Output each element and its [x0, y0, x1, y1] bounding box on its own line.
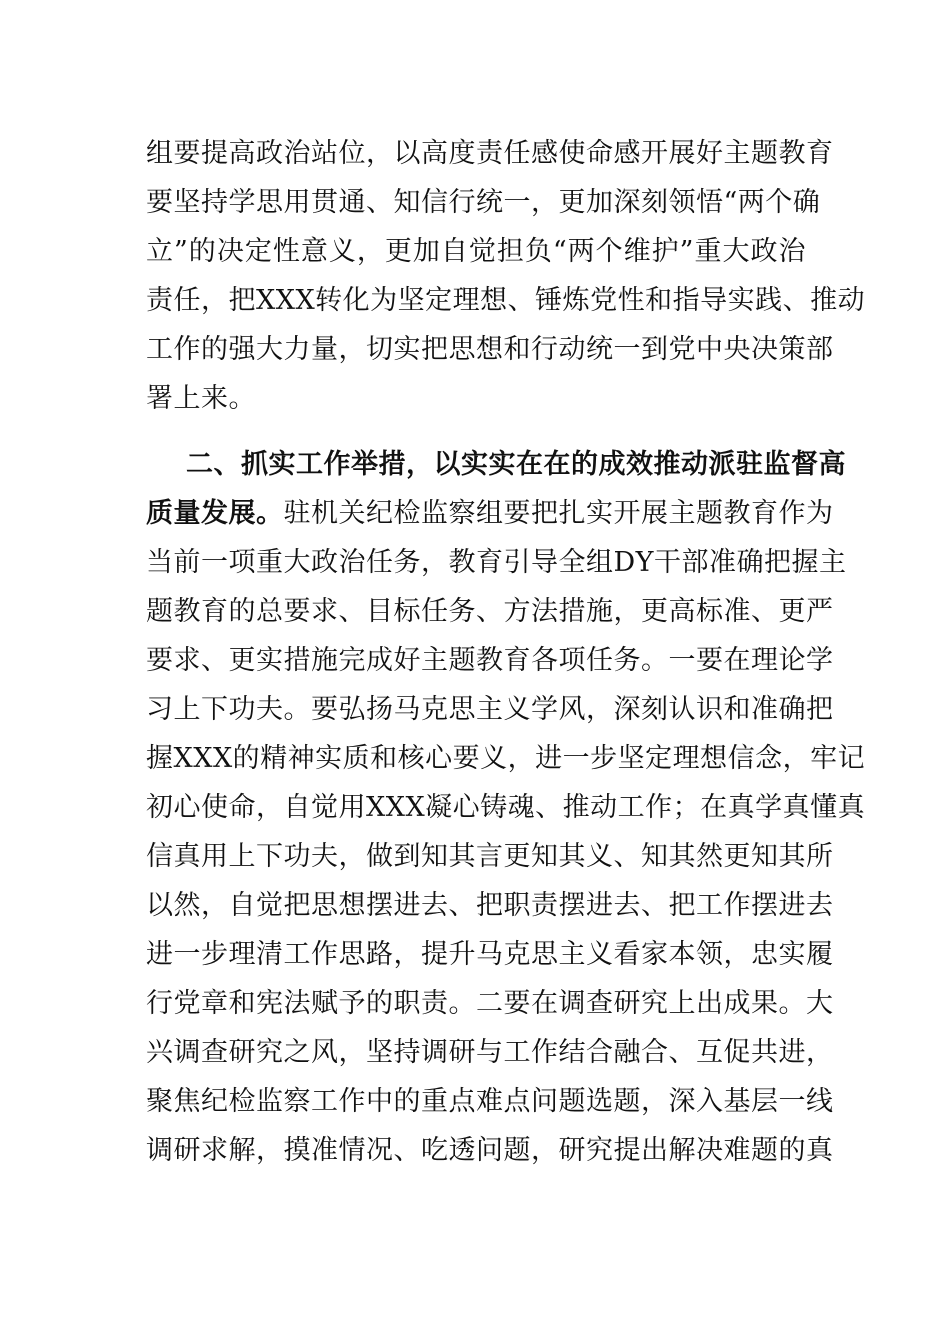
section-2-heading: 二、抓实工作举措，以实实在在的成效推动派驻监督高 — [186, 449, 846, 480]
section-2-body-line: 初心使命，自觉用XXX凝心铸魂、推动工作；在真学真懂真 — [146, 792, 866, 823]
paragraph-1-line-5: 工作的强大力量，切实把思想和行动统一到党中央决策部 — [146, 334, 834, 365]
section-2-body-line: 以然，自觉把思想摆进去、把职责摆进去、把工作摆进去 — [146, 890, 834, 921]
section-2-body-line: 信真用上下功夫，做到知其言更知其义、知其然更知其所 — [146, 841, 834, 872]
section-2-body-line: 聚焦纪检监察工作中的重点难点问题选题，深入基层一线 — [146, 1086, 834, 1117]
section-2-line-2 — [146, 494, 834, 534]
paragraph-1-line-4: 责任，把XXX转化为坚定理想、锤炼党性和指导实践、推动 — [146, 285, 866, 316]
paragraph-1-line-6: 署上来。 — [146, 383, 256, 414]
section-2-body-line: 握XXX的精神实质和核心要义，进一步坚定理想信念，牢记 — [146, 743, 866, 774]
section-2-body-line: 习上下功夫。要弘扬马克思主义学风，深刻认识和准确把 — [146, 694, 834, 725]
section-2-body-line: 兴调查研究之风，坚持调研与工作结合融合、互促共进， — [146, 1037, 834, 1068]
paragraph-1-line-1: 组要提高政治站位，以高度责任感使命感开展好主题教育 — [146, 138, 834, 169]
paragraph-1-line-3: 立”的决定性意义，更加自觉担负“两个维护”重大政治 — [146, 236, 806, 267]
section-2-body-line: 当前一项重大政治任务，教育引导全组DY干部准确把握主 — [146, 547, 847, 578]
section-2-body-line: 题教育的总要求、目标任务、方法措施，更高标准、更严 — [146, 596, 834, 627]
section-2-line-2-text: 驻机关纪检监察组要把扎实开展主题教育作为 — [283, 498, 834, 529]
paragraph-1-line-2: 要坚持学思用贯通、知信行统一，更加深刻领悟“两个确 — [146, 187, 821, 218]
section-2-body-line: 调研求解，摸准情况、吃透问题，研究提出解决难题的真 — [146, 1135, 834, 1166]
section-2-heading-end: 质量发展。 — [146, 498, 284, 529]
section-2-body-line: 要求、更实措施完成好主题教育各项任务。一要在理论学 — [146, 645, 834, 676]
section-2-body-line: 进一步理清工作思路，提升马克思主义看家本领，忠实履 — [146, 939, 834, 970]
section-2-body-line: 行党章和宪法赋予的职责。二要在调查研究上出成果。大 — [146, 988, 834, 1019]
